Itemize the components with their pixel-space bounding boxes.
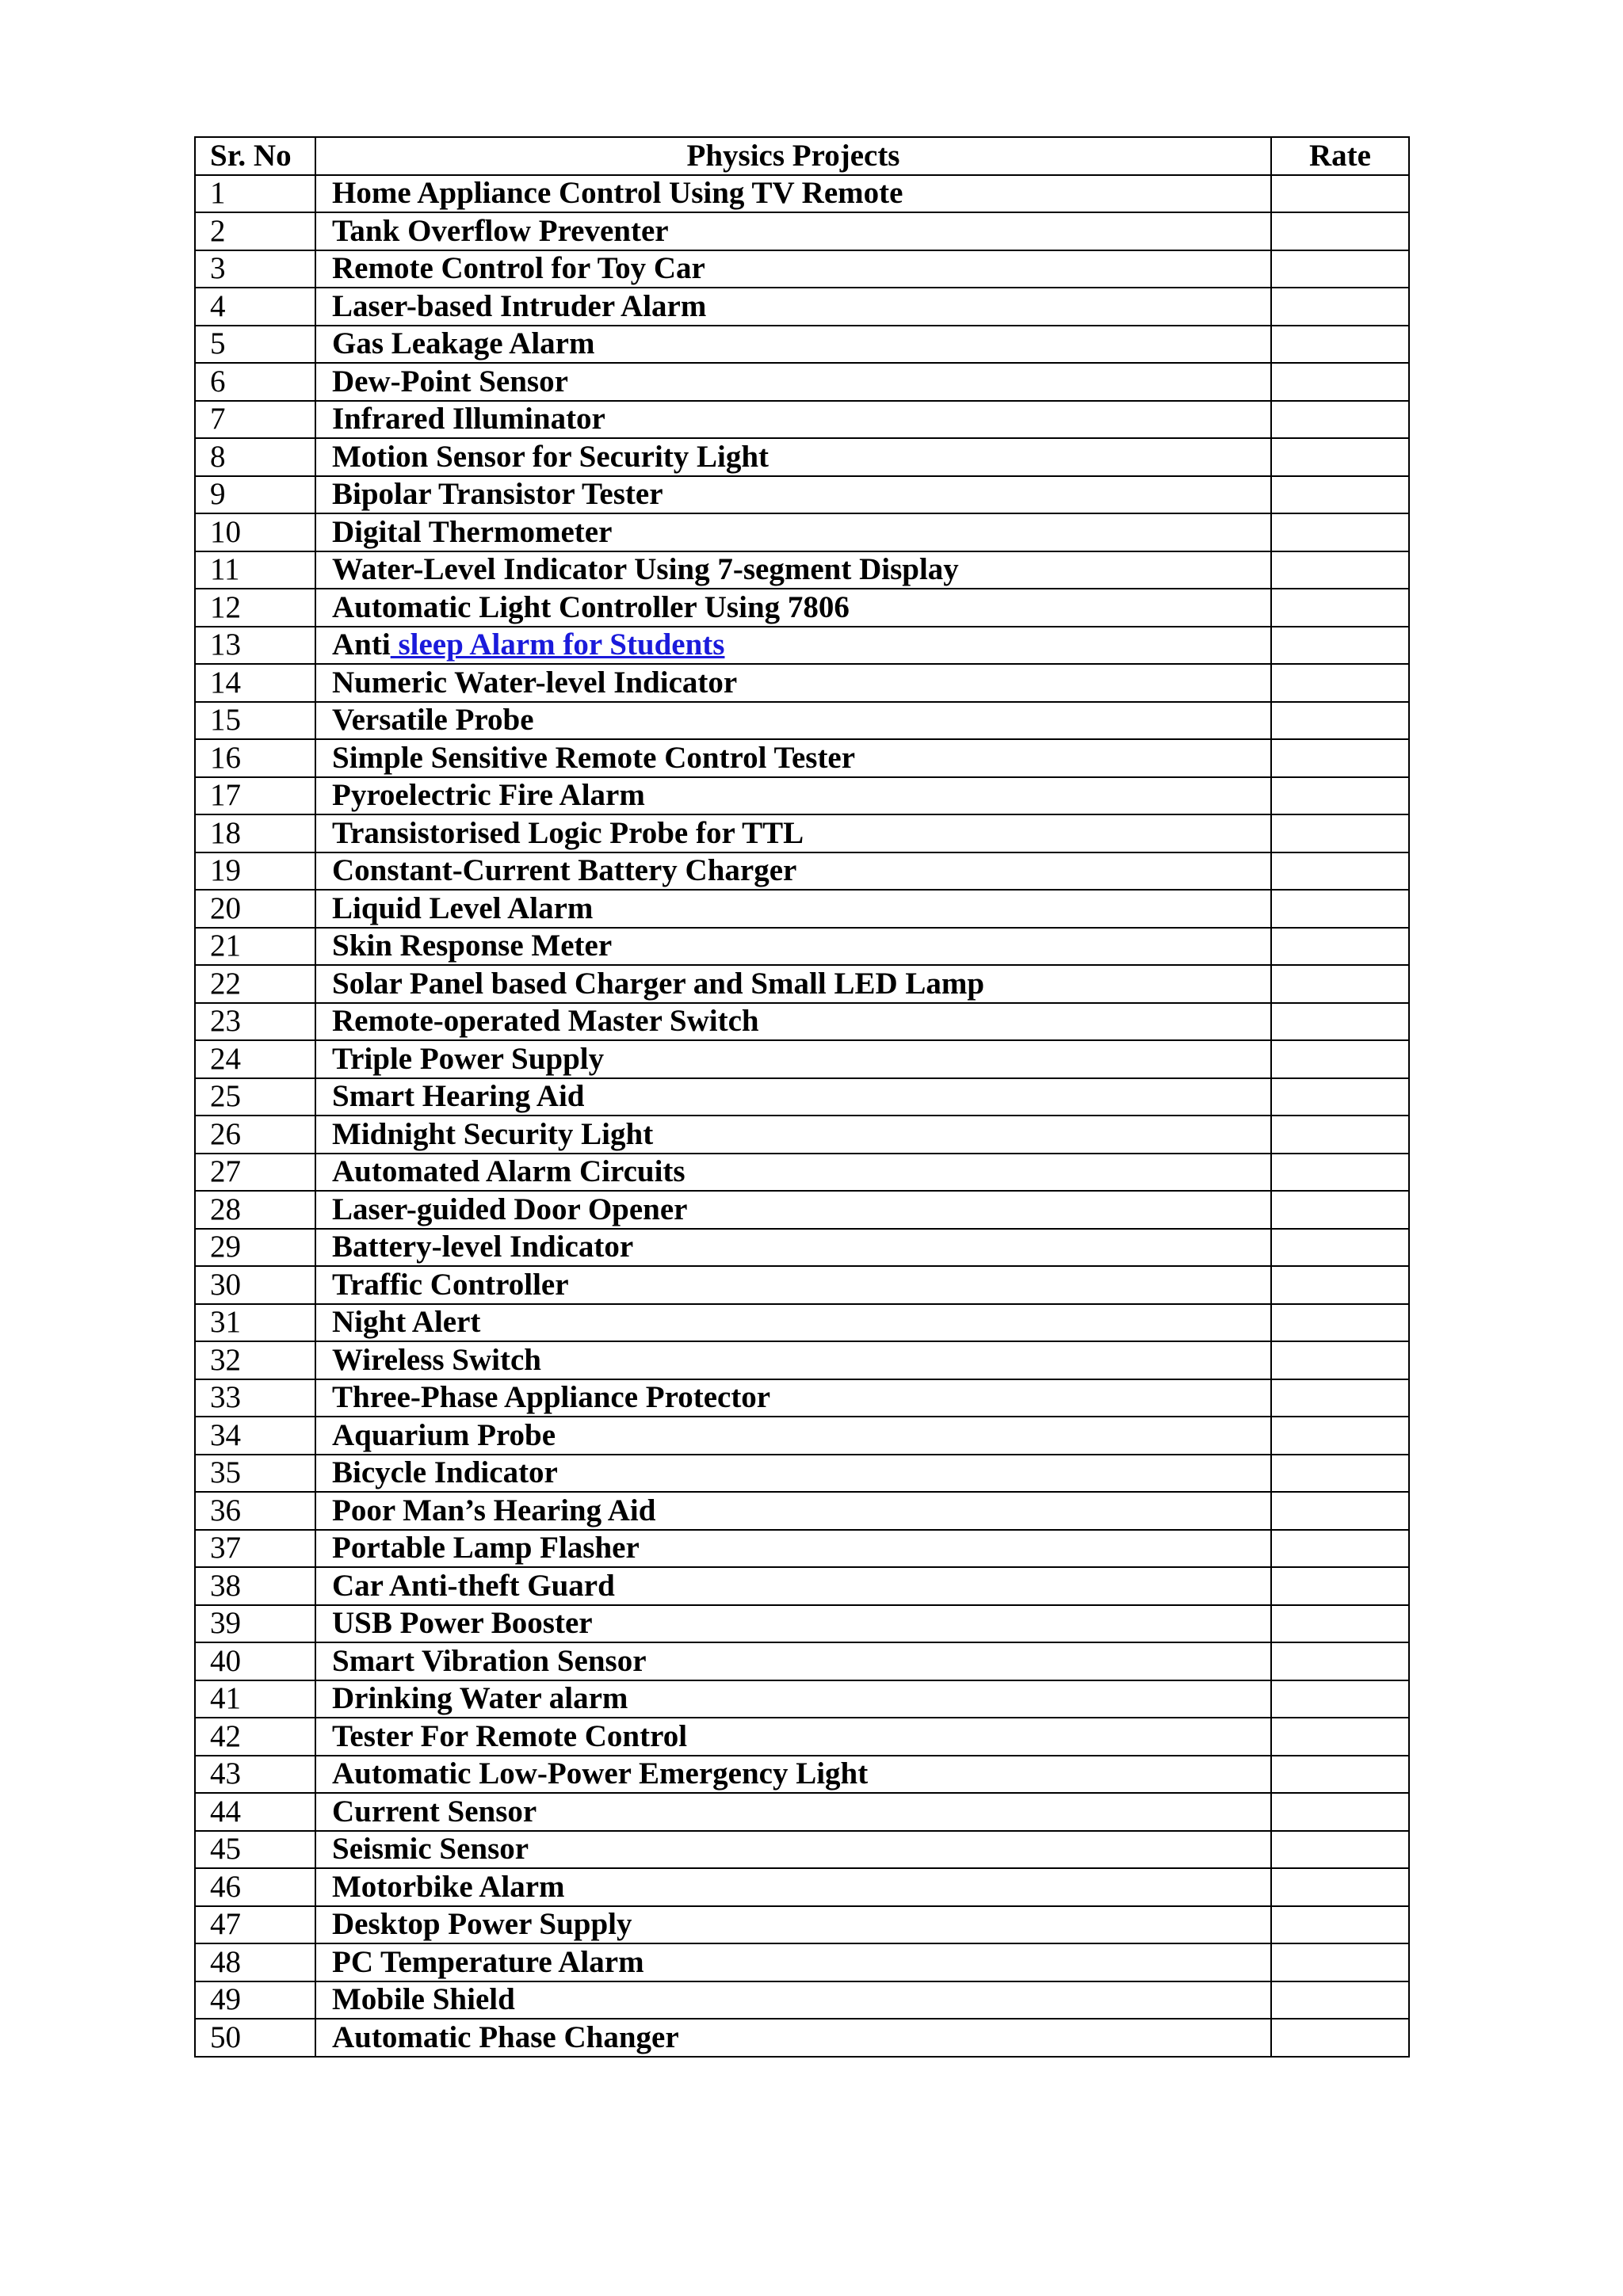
rate-cell bbox=[1271, 1718, 1409, 1756]
row-number: 46 bbox=[195, 1868, 315, 1906]
row-number: 24 bbox=[195, 1040, 315, 1078]
row-number: 18 bbox=[195, 814, 315, 852]
rate-cell bbox=[1271, 777, 1409, 815]
table-row bbox=[195, 739, 1409, 777]
rate-cell bbox=[1271, 1229, 1409, 1267]
project-name: Laser-based Intruder Alarm bbox=[315, 288, 1271, 326]
row-number: 12 bbox=[195, 589, 315, 627]
row-number: 34 bbox=[195, 1417, 315, 1455]
header-row bbox=[195, 137, 1409, 175]
table-row bbox=[195, 175, 1409, 213]
project-name: Versatile Probe bbox=[315, 702, 1271, 740]
project-name: Current Sensor bbox=[315, 1793, 1271, 1831]
rate-cell bbox=[1271, 1831, 1409, 1869]
row-number: 1 bbox=[195, 175, 315, 213]
rate-cell bbox=[1271, 1981, 1409, 2019]
rate-cell bbox=[1271, 1530, 1409, 1568]
project-name: Tester For Remote Control bbox=[315, 1718, 1271, 1756]
rate-cell bbox=[1271, 1379, 1409, 1417]
row-number: 28 bbox=[195, 1191, 315, 1229]
project-name: Tank Overflow Preventer bbox=[315, 212, 1271, 250]
table-row bbox=[195, 1266, 1409, 1304]
row-number: 8 bbox=[195, 438, 315, 476]
row-number: 23 bbox=[195, 1003, 315, 1041]
table-row bbox=[195, 326, 1409, 364]
table-row bbox=[195, 1718, 1409, 1756]
rate-cell bbox=[1271, 1756, 1409, 1794]
row-number: 29 bbox=[195, 1229, 315, 1267]
table-row bbox=[195, 1304, 1409, 1342]
project-name: Portable Lamp Flasher bbox=[315, 1530, 1271, 1568]
rate-cell bbox=[1271, 1793, 1409, 1831]
rate-cell bbox=[1271, 288, 1409, 326]
row-number: 13 bbox=[195, 627, 315, 665]
row-number: 5 bbox=[195, 326, 315, 364]
table-row bbox=[195, 965, 1409, 1003]
rate-cell bbox=[1271, 1078, 1409, 1116]
row-number: 6 bbox=[195, 363, 315, 401]
project-name: Battery-level Indicator bbox=[315, 1229, 1271, 1267]
project-name: Three-Phase Appliance Protector bbox=[315, 1379, 1271, 1417]
row-number: 50 bbox=[195, 2019, 315, 2057]
rate-cell bbox=[1271, 212, 1409, 250]
row-number: 7 bbox=[195, 401, 315, 439]
table-row bbox=[195, 1756, 1409, 1794]
rate-cell bbox=[1271, 1040, 1409, 1078]
project-name: Skin Response Meter bbox=[315, 928, 1271, 966]
table-row bbox=[195, 664, 1409, 702]
table-row bbox=[195, 1642, 1409, 1680]
table-row bbox=[195, 777, 1409, 815]
row-number: 27 bbox=[195, 1154, 315, 1192]
table-header bbox=[195, 137, 1409, 175]
project-name: Pyroelectric Fire Alarm bbox=[315, 777, 1271, 815]
rate-cell bbox=[1271, 1455, 1409, 1493]
project-name: Seismic Sensor bbox=[315, 1831, 1271, 1869]
table-row bbox=[195, 288, 1409, 326]
rate-cell bbox=[1271, 1341, 1409, 1379]
project-name: Triple Power Supply bbox=[315, 1040, 1271, 1078]
rate-cell bbox=[1271, 965, 1409, 1003]
row-number: 35 bbox=[195, 1455, 315, 1493]
project-name: Laser-guided Door Opener bbox=[315, 1191, 1271, 1229]
table-row bbox=[195, 890, 1409, 928]
project-name: Automated Alarm Circuits bbox=[315, 1154, 1271, 1192]
rate-cell bbox=[1271, 702, 1409, 740]
rate-cell bbox=[1271, 1605, 1409, 1643]
rate-cell bbox=[1271, 589, 1409, 627]
table-row bbox=[195, 363, 1409, 401]
project-name: Dew-Point Sensor bbox=[315, 363, 1271, 401]
rate-cell bbox=[1271, 551, 1409, 589]
table-body bbox=[195, 175, 1409, 2057]
project-name: Desktop Power Supply bbox=[315, 1906, 1271, 1944]
table-row bbox=[195, 1868, 1409, 1906]
table-row bbox=[195, 928, 1409, 966]
rate-cell bbox=[1271, 739, 1409, 777]
row-number: 2 bbox=[195, 212, 315, 250]
row-number: 33 bbox=[195, 1379, 315, 1417]
rate-cell bbox=[1271, 1191, 1409, 1229]
row-number: 38 bbox=[195, 1567, 315, 1605]
table-row bbox=[195, 2019, 1409, 2057]
row-number: 4 bbox=[195, 288, 315, 326]
physics-projects-table bbox=[194, 136, 1410, 2058]
rate-cell bbox=[1271, 513, 1409, 551]
row-number: 31 bbox=[195, 1304, 315, 1342]
row-number: 9 bbox=[195, 476, 315, 514]
project-name: Remote-operated Master Switch bbox=[315, 1003, 1271, 1041]
project-name: Bicycle Indicator bbox=[315, 1455, 1271, 1493]
project-name: Smart Vibration Sensor bbox=[315, 1642, 1271, 1680]
row-number: 15 bbox=[195, 702, 315, 740]
project-name: Remote Control for Toy Car bbox=[315, 250, 1271, 288]
table-row bbox=[195, 1341, 1409, 1379]
rate-cell bbox=[1271, 1567, 1409, 1605]
table-row bbox=[195, 1530, 1409, 1568]
rate-cell bbox=[1271, 664, 1409, 702]
rate-cell bbox=[1271, 2019, 1409, 2057]
row-number: 17 bbox=[195, 777, 315, 815]
rate-cell bbox=[1271, 1642, 1409, 1680]
row-number: 37 bbox=[195, 1530, 315, 1568]
rate-cell bbox=[1271, 1266, 1409, 1304]
row-number: 32 bbox=[195, 1341, 315, 1379]
project-name: Motion Sensor for Security Light bbox=[315, 438, 1271, 476]
row-number: 20 bbox=[195, 890, 315, 928]
project-name: Simple Sensitive Remote Control Tester bbox=[315, 739, 1271, 777]
table-row bbox=[195, 627, 1409, 665]
project-name: USB Power Booster bbox=[315, 1605, 1271, 1643]
table-row bbox=[195, 438, 1409, 476]
project-name: Traffic Controller bbox=[315, 1266, 1271, 1304]
rate-cell bbox=[1271, 1906, 1409, 1944]
row-number: 16 bbox=[195, 739, 315, 777]
table-row bbox=[195, 212, 1409, 250]
row-number: 21 bbox=[195, 928, 315, 966]
project-name: Constant-Current Battery Charger bbox=[315, 852, 1271, 891]
row-number: 19 bbox=[195, 852, 315, 891]
table-row bbox=[195, 702, 1409, 740]
project-name: Water-Level Indicator Using 7-segment Display bbox=[315, 551, 1271, 589]
table-row bbox=[195, 250, 1409, 288]
table-row bbox=[195, 513, 1409, 551]
row-number: 26 bbox=[195, 1116, 315, 1154]
project-name: Smart Hearing Aid bbox=[315, 1078, 1271, 1116]
row-number: 49 bbox=[195, 1981, 315, 2019]
row-number: 43 bbox=[195, 1756, 315, 1794]
rate-cell bbox=[1271, 1154, 1409, 1192]
rate-cell bbox=[1271, 401, 1409, 439]
rate-cell bbox=[1271, 438, 1409, 476]
table-row bbox=[195, 1229, 1409, 1267]
table-row bbox=[195, 1455, 1409, 1493]
project-name: Digital Thermometer bbox=[315, 513, 1271, 551]
row-number: 11 bbox=[195, 551, 315, 589]
row-number: 25 bbox=[195, 1078, 315, 1116]
project-name: Solar Panel based Charger and Small LED Lamp bbox=[315, 965, 1271, 1003]
table-row bbox=[195, 1003, 1409, 1041]
table-row bbox=[195, 1906, 1409, 1944]
row-number: 45 bbox=[195, 1831, 315, 1869]
project-name: Automatic Phase Changer bbox=[315, 2019, 1271, 2057]
project-name: Automatic Light Controller Using 7806 bbox=[315, 589, 1271, 627]
rate-cell bbox=[1271, 928, 1409, 966]
table-row bbox=[195, 1680, 1409, 1718]
rate-cell bbox=[1271, 250, 1409, 288]
project-name: Transistorised Logic Probe for TTL bbox=[315, 814, 1271, 852]
table-row bbox=[195, 1379, 1409, 1417]
header-sr-no: Sr. No bbox=[195, 137, 315, 175]
table-row bbox=[195, 1793, 1409, 1831]
project-name bbox=[315, 627, 1271, 665]
project-name: Car Anti-theft Guard bbox=[315, 1567, 1271, 1605]
project-name: Poor Man’s Hearing Aid bbox=[315, 1492, 1271, 1530]
table-row bbox=[195, 1078, 1409, 1116]
rate-cell bbox=[1271, 852, 1409, 891]
project-name-text: Anti bbox=[332, 627, 391, 662]
table-row bbox=[195, 401, 1409, 439]
rate-cell bbox=[1271, 1943, 1409, 1981]
table-row bbox=[195, 1492, 1409, 1530]
rate-cell bbox=[1271, 1116, 1409, 1154]
project-name: Wireless Switch bbox=[315, 1341, 1271, 1379]
row-number: 40 bbox=[195, 1642, 315, 1680]
table-row bbox=[195, 852, 1409, 891]
row-number: 22 bbox=[195, 965, 315, 1003]
rate-cell bbox=[1271, 363, 1409, 401]
row-number: 39 bbox=[195, 1605, 315, 1643]
project-name: Numeric Water-level Indicator bbox=[315, 664, 1271, 702]
row-number: 10 bbox=[195, 513, 315, 551]
project-name: Drinking Water alarm bbox=[315, 1680, 1271, 1718]
table-row bbox=[195, 1943, 1409, 1981]
rate-cell bbox=[1271, 476, 1409, 514]
table-row bbox=[195, 1191, 1409, 1229]
table-row bbox=[195, 551, 1409, 589]
table-row bbox=[195, 1154, 1409, 1192]
header-rate: Rate bbox=[1271, 137, 1409, 175]
rate-cell bbox=[1271, 1492, 1409, 1530]
row-number: 48 bbox=[195, 1943, 315, 1981]
table-row bbox=[195, 1417, 1409, 1455]
rate-cell bbox=[1271, 814, 1409, 852]
project-name: Mobile Shield bbox=[315, 1981, 1271, 2019]
project-name: Midnight Security Light bbox=[315, 1116, 1271, 1154]
project-name: Aquarium Probe bbox=[315, 1417, 1271, 1455]
row-number: 42 bbox=[195, 1718, 315, 1756]
header-physics-projects: Physics Projects bbox=[315, 137, 1271, 175]
row-number: 47 bbox=[195, 1906, 315, 1944]
rate-cell bbox=[1271, 627, 1409, 665]
table-row bbox=[195, 814, 1409, 852]
row-number: 14 bbox=[195, 664, 315, 702]
rate-cell bbox=[1271, 326, 1409, 364]
project-name: Liquid Level Alarm bbox=[315, 890, 1271, 928]
project-name: Gas Leakage Alarm bbox=[315, 326, 1271, 364]
rate-cell bbox=[1271, 175, 1409, 213]
rate-cell bbox=[1271, 1417, 1409, 1455]
table-row bbox=[195, 1567, 1409, 1605]
table-row bbox=[195, 476, 1409, 514]
rate-cell bbox=[1271, 1003, 1409, 1041]
rate-cell bbox=[1271, 1304, 1409, 1342]
table-row bbox=[195, 1831, 1409, 1869]
project-name: Bipolar Transistor Tester bbox=[315, 476, 1271, 514]
project-name: Motorbike Alarm bbox=[315, 1868, 1271, 1906]
table-row bbox=[195, 589, 1409, 627]
row-number: 30 bbox=[195, 1266, 315, 1304]
project-name: Night Alert bbox=[315, 1304, 1271, 1342]
table-row bbox=[195, 1981, 1409, 2019]
table-row bbox=[195, 1040, 1409, 1078]
project-name: PC Temperature Alarm bbox=[315, 1943, 1271, 1981]
project-name: Home Appliance Control Using TV Remote bbox=[315, 175, 1271, 213]
table-row bbox=[195, 1605, 1409, 1643]
project-name: Automatic Low-Power Emergency Light bbox=[315, 1756, 1271, 1794]
rate-cell bbox=[1271, 1868, 1409, 1906]
table-row bbox=[195, 1116, 1409, 1154]
row-number: 3 bbox=[195, 250, 315, 288]
row-number: 41 bbox=[195, 1680, 315, 1718]
row-number: 44 bbox=[195, 1793, 315, 1831]
row-number: 36 bbox=[195, 1492, 315, 1530]
rate-cell bbox=[1271, 890, 1409, 928]
project-name: Infrared Illuminator bbox=[315, 401, 1271, 439]
rate-cell bbox=[1271, 1680, 1409, 1718]
project-name-link[interactable]: sleep Alarm for Students bbox=[390, 627, 725, 662]
